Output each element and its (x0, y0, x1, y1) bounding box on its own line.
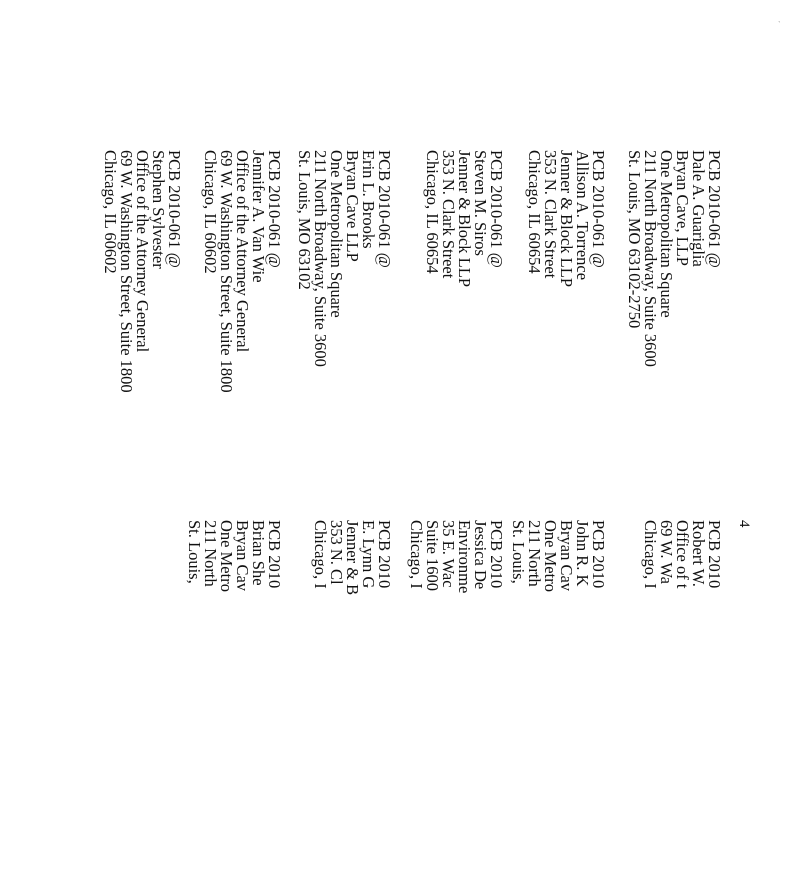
address-line: Chicago, I (311, 520, 330, 589)
case-number: PCB 2010-061 @ (589, 150, 608, 268)
service-address-block (510, 520, 606, 880)
address-line: One Metropolitan Square (657, 150, 676, 318)
address-line: One Metropolitan Square (327, 150, 346, 318)
address-line: Chicago, IL 60602 (201, 150, 220, 274)
address-line: 353 N. Clark Street (439, 150, 458, 279)
service-address-block (526, 150, 606, 510)
address-line: St. Louis, MO 63102-2750 (625, 150, 644, 329)
address-line: 35 E. Wac (439, 520, 458, 588)
case-number: PCB 2010 (265, 520, 284, 589)
firm-name: Environme (455, 520, 474, 594)
case-number: PCB 2010 (705, 520, 724, 589)
firm-name: Bryan Cave, LLP (673, 150, 692, 266)
case-number: PCB 2010-061 @ (705, 150, 724, 268)
page-number: 4 (736, 520, 752, 528)
address-line: 69 W. Wa (657, 520, 676, 584)
address-line: Chicago, IL 60602 (101, 150, 120, 274)
recipient-name: Jessica De (471, 520, 490, 590)
recipient-name: Steven M. Siros (471, 150, 490, 256)
firm-name: Bryan Cave LLP (343, 150, 362, 262)
service-address-block (626, 150, 722, 510)
address-line: Suite 1600 (423, 520, 442, 592)
firm-name: Jenner & Block LLP (557, 150, 576, 288)
service-address-block (296, 150, 392, 510)
recipient-name: Erin L. Brooks (359, 150, 378, 249)
case-number: PCB 2010-061 @ (375, 150, 394, 268)
firm-name: Bryan Cav (557, 520, 576, 592)
recipient-name: Dale A. Guariglia (689, 150, 708, 267)
address-line: 69 W. Washington Street, Suite 1800 (217, 150, 236, 393)
case-number: PCB 2010 (589, 520, 608, 589)
case-number: PCB 2010-061 @ (265, 150, 284, 268)
service-address-block (424, 150, 504, 510)
corner-mark: ` (778, 20, 781, 29)
address-line: 69 W. Washington Street, Suite 1800 (117, 150, 136, 393)
address-line: Chicago, I (641, 520, 660, 589)
address-line: St. Louis, (509, 520, 528, 584)
address-line: One Metro (541, 520, 560, 592)
address-line: 211 North (201, 520, 220, 587)
case-number: PCB 2010-061 @ (165, 150, 184, 268)
address-line: 353 N. Cl (327, 520, 346, 585)
case-number: PCB 2010-061 @ (487, 150, 506, 268)
recipient-name: Allison A. Torrence (573, 150, 592, 281)
address-line: One Metro (217, 520, 236, 592)
service-address-block (408, 520, 504, 880)
recipient-name: Jennifer A. Van Wie (249, 150, 268, 283)
firm-name: Office of the Attorney General (233, 150, 252, 353)
recipient-name: Robert W. (689, 520, 708, 587)
recipient-name: John R. K (573, 520, 592, 587)
service-address-block (102, 150, 182, 510)
firm-name: Jenner & B (343, 520, 362, 596)
case-number: PCB 2010 (375, 520, 394, 589)
address-line: 353 N. Clark Street (541, 150, 560, 279)
recipient-name: Brian She (249, 520, 268, 586)
case-number: PCB 2010 (487, 520, 506, 589)
address-line: Chicago, IL 60654 (525, 150, 544, 274)
firm-name: Bryan Cav (233, 520, 252, 592)
address-line: Chicago, I (407, 520, 426, 589)
recipient-name: Stephen Sylvester (149, 150, 168, 269)
service-address-block (202, 150, 282, 510)
service-address-block (186, 520, 282, 880)
address-line: Chicago, IL 60654 (423, 150, 442, 274)
address-line: 211 North (525, 520, 544, 587)
firm-name: Office of the Attorney General (133, 150, 152, 353)
service-address-block (642, 520, 722, 880)
address-line: 211 North Broadway, Suite 3600 (311, 150, 330, 367)
address-line: St. Louis, (185, 520, 204, 584)
firm-name: Jenner & Block LLP (455, 150, 474, 288)
address-line: St. Louis, MO 63102 (295, 150, 314, 290)
address-line: 211 North Broadway, Suite 3600 (641, 150, 660, 367)
recipient-name: E. Lynn G (359, 520, 378, 589)
service-address-block (312, 520, 392, 880)
firm-name: Office of t (673, 520, 692, 589)
